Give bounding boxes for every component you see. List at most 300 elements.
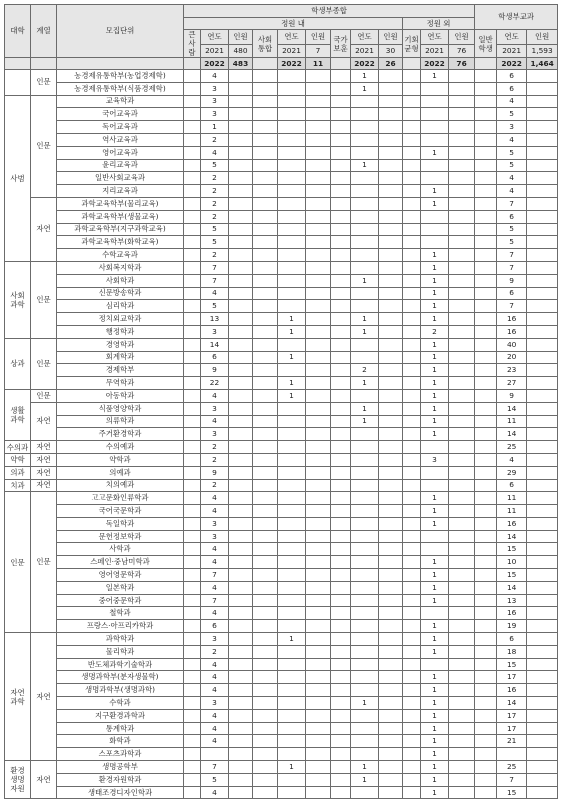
track-cell: 자연 [31, 633, 57, 761]
header-univ: 대학 [5, 5, 31, 58]
keun-value-cell: 3 [201, 633, 229, 646]
gukga-count-cell [379, 223, 403, 236]
unit-name-cell: 주거환경학과 [57, 428, 184, 441]
gihoe-label-cell [403, 645, 421, 658]
sahoe-count-cell [306, 70, 331, 83]
gihoe-count-cell [449, 556, 475, 569]
sahoe-value-cell: 1 [278, 377, 306, 390]
ilban-value-cell: 14 [497, 697, 527, 710]
sahoe-label-cell [253, 543, 278, 556]
keun-count-cell [229, 735, 253, 748]
gukga-label-cell [331, 172, 351, 185]
gukga-value-cell [351, 658, 379, 671]
unit-name-cell: 무역학과 [57, 377, 184, 390]
gukga-count-cell [379, 274, 403, 287]
track-cell: 자연 [31, 761, 57, 799]
gukga-label-cell [331, 95, 351, 108]
header-gihoe-year: 연도 [421, 30, 449, 45]
ilban-label-cell [475, 569, 497, 582]
header-sahoe-2021: 2021 [278, 44, 306, 57]
ilban-label-cell [475, 223, 497, 236]
gihoe-label-cell [403, 505, 421, 518]
ilban-value-cell: 16 [497, 325, 527, 338]
keun-value-cell: 9 [201, 466, 229, 479]
gihoe-count-cell [449, 249, 475, 262]
keun-count-cell [229, 556, 253, 569]
gihoe-count-cell [449, 95, 475, 108]
gukga-value-cell [351, 197, 379, 210]
univ-cell: 인문 [5, 492, 31, 633]
gihoe-count-cell [449, 70, 475, 83]
gihoe-value-cell: 1 [421, 569, 449, 582]
gukga-count-cell [379, 671, 403, 684]
ilban-label-cell [475, 466, 497, 479]
ilban-count-cell [527, 517, 558, 530]
gihoe-value-cell: 1 [421, 185, 449, 198]
sahoe-value-cell [278, 735, 306, 748]
ilban-value-cell: 4 [497, 172, 527, 185]
ilban-value-cell: 15 [497, 786, 527, 799]
keun-label-cell [184, 82, 201, 95]
sahoe-count-cell [306, 479, 331, 492]
keun-value-cell: 4 [201, 671, 229, 684]
header-gihoe-count: 인원 [449, 30, 475, 45]
sahoe-value-cell [278, 722, 306, 735]
sahoe-label-cell [253, 569, 278, 582]
header-blank-ilban [475, 58, 497, 70]
gihoe-count-cell [449, 274, 475, 287]
ilban-count-cell [527, 389, 558, 402]
keun-count-cell [229, 108, 253, 121]
keun-label-cell [184, 479, 201, 492]
sahoe-value-cell [278, 773, 306, 786]
ilban-count-cell [527, 287, 558, 300]
keun-count-cell [229, 569, 253, 582]
keun-value-cell: 3 [201, 95, 229, 108]
gihoe-label-cell [403, 441, 421, 454]
sahoe-count-cell [306, 735, 331, 748]
gukga-value-cell: 1 [351, 274, 379, 287]
keun-count-cell [229, 530, 253, 543]
sahoe-value-cell [278, 517, 306, 530]
gukga-value-cell [351, 505, 379, 518]
ilban-value-cell: 27 [497, 377, 527, 390]
gihoe-label-cell [403, 773, 421, 786]
gukga-value-cell [351, 786, 379, 799]
sahoe-value-cell [278, 338, 306, 351]
ilban-label-cell [475, 594, 497, 607]
sahoe-label-cell [253, 671, 278, 684]
keun-value-cell: 4 [201, 581, 229, 594]
table-row [5, 761, 558, 774]
gukga-value-cell [351, 607, 379, 620]
keun-value-cell: 4 [201, 146, 229, 159]
sahoe-label-cell [253, 645, 278, 658]
sahoe-label-cell [253, 389, 278, 402]
table-row [5, 709, 558, 722]
header-ilban-count: 인원 [527, 30, 558, 45]
gukga-value-cell [351, 569, 379, 582]
gukga-label-cell [331, 313, 351, 326]
gihoe-value-cell [421, 133, 449, 146]
gihoe-value-cell: 1 [421, 594, 449, 607]
sahoe-label-cell [253, 249, 278, 262]
gihoe-value-cell: 1 [421, 415, 449, 428]
unit-name-cell: 과학교육학부(지구과학교육) [57, 223, 184, 236]
gihoe-count-cell [449, 197, 475, 210]
keun-value-cell: 4 [201, 709, 229, 722]
gukga-label-cell [331, 146, 351, 159]
sahoe-count-cell [306, 236, 331, 249]
gihoe-value-cell [421, 466, 449, 479]
table-row [5, 735, 558, 748]
gihoe-value-cell: 1 [421, 313, 449, 326]
ilban-label-cell [475, 581, 497, 594]
track-cell: 자연 [31, 441, 57, 454]
sahoe-value-cell: 1 [278, 633, 306, 646]
gihoe-value-cell: 1 [421, 697, 449, 710]
ilban-label-cell [475, 261, 497, 274]
gihoe-count-cell [449, 466, 475, 479]
sahoe-count-cell [306, 351, 331, 364]
gihoe-count-cell [449, 325, 475, 338]
keun-label-cell [184, 172, 201, 185]
keun-value-cell: 5 [201, 300, 229, 313]
table-header [5, 5, 558, 70]
gihoe-value-cell [421, 82, 449, 95]
gihoe-count-cell [449, 709, 475, 722]
unit-name-cell: 수학과 [57, 697, 184, 710]
keun-label-cell [184, 633, 201, 646]
gihoe-count-cell [449, 735, 475, 748]
gihoe-label-cell [403, 556, 421, 569]
header-gukga-2022: 2022 [351, 58, 379, 70]
keun-count-cell [229, 684, 253, 697]
gihoe-count-cell [449, 121, 475, 134]
gihoe-value-cell: 1 [421, 517, 449, 530]
sahoe-count-cell [306, 415, 331, 428]
keun-label-cell [184, 569, 201, 582]
ilban-value-cell: 6 [497, 70, 527, 83]
gukga-count-cell [379, 633, 403, 646]
gihoe-value-cell: 1 [421, 389, 449, 402]
ilban-label-cell [475, 300, 497, 313]
ilban-label-cell [475, 338, 497, 351]
gukga-label-cell [331, 402, 351, 415]
gihoe-value-cell: 1 [421, 671, 449, 684]
table-row [5, 70, 558, 83]
keun-count-cell [229, 185, 253, 198]
sahoe-value-cell [278, 249, 306, 262]
gihoe-label-cell [403, 210, 421, 223]
sahoe-label-cell [253, 453, 278, 466]
ilban-value-cell [497, 748, 527, 761]
unit-name-cell: 심리학과 [57, 300, 184, 313]
gukga-label-cell [331, 185, 351, 198]
gihoe-label-cell [403, 428, 421, 441]
gihoe-label-cell [403, 466, 421, 479]
header-gukga-count: 인원 [379, 30, 403, 45]
sahoe-label-cell [253, 530, 278, 543]
keun-count-cell [229, 274, 253, 287]
gihoe-value-cell: 1 [421, 684, 449, 697]
sahoe-label-cell [253, 159, 278, 172]
ilban-value-cell: 4 [497, 95, 527, 108]
ilban-label-cell [475, 172, 497, 185]
keun-count-cell [229, 402, 253, 415]
keun-label-cell [184, 428, 201, 441]
sahoe-count-cell [306, 581, 331, 594]
gukga-label-cell [331, 82, 351, 95]
gukga-count-cell [379, 236, 403, 249]
gihoe-value-cell: 1 [421, 300, 449, 313]
header-blank-sahoe [253, 58, 278, 70]
sahoe-label-cell [253, 466, 278, 479]
gihoe-count-cell [449, 300, 475, 313]
gukga-value-cell [351, 146, 379, 159]
gukga-count-cell [379, 172, 403, 185]
gukga-count-cell [379, 773, 403, 786]
ilban-label-cell [475, 133, 497, 146]
sahoe-label-cell [253, 313, 278, 326]
keun-value-cell: 4 [201, 684, 229, 697]
keun-count-cell [229, 479, 253, 492]
sahoe-value-cell [278, 300, 306, 313]
gukga-count-cell [379, 159, 403, 172]
gukga-value-cell: 1 [351, 313, 379, 326]
sahoe-value-cell [278, 197, 306, 210]
keun-count-cell [229, 441, 253, 454]
keun-value-cell: 9 [201, 364, 229, 377]
gihoe-label-cell [403, 338, 421, 351]
gihoe-count-cell [449, 620, 475, 633]
ilban-value-cell: 7 [497, 773, 527, 786]
header-ilban-2021-count: 1,593 [527, 44, 558, 57]
header-blank-unit [57, 58, 184, 70]
unit-name-cell: 치의예과 [57, 479, 184, 492]
sahoe-value-cell [278, 133, 306, 146]
unit-name-cell: 중어중문학과 [57, 594, 184, 607]
gukga-value-cell [351, 633, 379, 646]
ilban-value-cell: 15 [497, 658, 527, 671]
keun-value-cell: 2 [201, 172, 229, 185]
keun-count-cell [229, 581, 253, 594]
gihoe-label-cell [403, 607, 421, 620]
ilban-count-cell [527, 236, 558, 249]
ilban-label-cell [475, 197, 497, 210]
header-jeongwon-nae: 정원 내 [184, 18, 403, 30]
sahoe-label-cell [253, 402, 278, 415]
table-row [5, 223, 558, 236]
ilban-value-cell: 20 [497, 351, 527, 364]
sahoe-value-cell [278, 530, 306, 543]
sahoe-value-cell [278, 364, 306, 377]
gihoe-count-cell [449, 261, 475, 274]
sahoe-label-cell [253, 556, 278, 569]
header-blank-track [31, 58, 57, 70]
sahoe-label-cell [253, 479, 278, 492]
gihoe-value-cell: 1 [421, 338, 449, 351]
sahoe-count-cell [306, 620, 331, 633]
header-sahoe-2022-count: 11 [306, 58, 331, 70]
gukga-count-cell [379, 479, 403, 492]
gihoe-value-cell: 3 [421, 453, 449, 466]
header-keun-saram: 큰 사 람 [184, 30, 201, 58]
ilban-count-cell [527, 82, 558, 95]
table-row [5, 364, 558, 377]
table-row [5, 748, 558, 761]
gihoe-value-cell [421, 607, 449, 620]
keun-count-cell [229, 351, 253, 364]
sahoe-count-cell [306, 364, 331, 377]
keun-count-cell [229, 543, 253, 556]
header-keun-2022: 2022 [201, 58, 229, 70]
ilban-value-cell: 11 [497, 492, 527, 505]
ilban-count-cell [527, 581, 558, 594]
sahoe-label-cell [253, 274, 278, 287]
ilban-label-cell [475, 441, 497, 454]
gukga-value-cell [351, 530, 379, 543]
gukga-count-cell [379, 658, 403, 671]
unit-name-cell: 사학과 [57, 543, 184, 556]
gihoe-label-cell [403, 492, 421, 505]
keun-count-cell [229, 197, 253, 210]
sahoe-count-cell [306, 402, 331, 415]
sahoe-label-cell [253, 684, 278, 697]
ilban-value-cell: 15 [497, 569, 527, 582]
keun-value-cell: 4 [201, 556, 229, 569]
sahoe-count-cell [306, 313, 331, 326]
header-keun-2021-count: 480 [229, 44, 253, 57]
gihoe-label-cell [403, 249, 421, 262]
sahoe-count-cell [306, 773, 331, 786]
sahoe-label-cell [253, 722, 278, 735]
sahoe-count-cell [306, 505, 331, 518]
keun-count-cell [229, 364, 253, 377]
gukga-label-cell [331, 594, 351, 607]
gukga-count-cell [379, 748, 403, 761]
sahoe-count-cell [306, 441, 331, 454]
sahoe-value-cell [278, 441, 306, 454]
unit-name-cell: 농경제유통학부(농업경제학) [57, 70, 184, 83]
gihoe-value-cell [421, 658, 449, 671]
ilban-count-cell [527, 325, 558, 338]
ilban-value-cell: 11 [497, 415, 527, 428]
unit-name-cell: 윤리교육과 [57, 159, 184, 172]
unit-name-cell: 수학교육과 [57, 249, 184, 262]
sahoe-count-cell [306, 709, 331, 722]
gihoe-label-cell [403, 389, 421, 402]
sahoe-label-cell [253, 364, 278, 377]
table-row [5, 325, 558, 338]
unit-name-cell: 신문방송학과 [57, 287, 184, 300]
gukga-label-cell [331, 108, 351, 121]
gukga-value-cell: 1 [351, 773, 379, 786]
table-row [5, 569, 558, 582]
sahoe-label-cell [253, 620, 278, 633]
gihoe-count-cell [449, 389, 475, 402]
keun-value-cell: 3 [201, 428, 229, 441]
unit-name-cell: 독일학과 [57, 517, 184, 530]
ilban-count-cell [527, 441, 558, 454]
sahoe-count-cell [306, 287, 331, 300]
ilban-value-cell: 14 [497, 530, 527, 543]
ilban-value-cell: 16 [497, 607, 527, 620]
gihoe-count-cell [449, 185, 475, 198]
gihoe-count-cell [449, 223, 475, 236]
gukga-value-cell: 1 [351, 377, 379, 390]
keun-value-cell: 2 [201, 185, 229, 198]
header-ilban-haksaeng: 일반 학생 [475, 30, 497, 58]
gukga-count-cell [379, 594, 403, 607]
gukga-label-cell [331, 748, 351, 761]
ilban-value-cell: 16 [497, 313, 527, 326]
sahoe-label-cell [253, 82, 278, 95]
header-gihoe-2021: 2021 [421, 44, 449, 57]
gukga-count-cell [379, 722, 403, 735]
gihoe-label-cell [403, 197, 421, 210]
gukga-count-cell [379, 428, 403, 441]
gihoe-label-cell [403, 146, 421, 159]
keun-value-cell: 4 [201, 389, 229, 402]
gihoe-count-cell [449, 761, 475, 774]
ilban-count-cell [527, 773, 558, 786]
gihoe-count-cell [449, 415, 475, 428]
ilban-count-cell [527, 479, 558, 492]
keun-value-cell: 4 [201, 70, 229, 83]
gihoe-count-cell [449, 697, 475, 710]
keun-count-cell [229, 748, 253, 761]
ilban-value-cell: 29 [497, 466, 527, 479]
gihoe-value-cell: 1 [421, 620, 449, 633]
gihoe-value-cell: 1 [421, 633, 449, 646]
gihoe-label-cell [403, 82, 421, 95]
keun-count-cell [229, 249, 253, 262]
keun-value-cell: 7 [201, 594, 229, 607]
gukga-value-cell [351, 492, 379, 505]
keun-value-cell [201, 748, 229, 761]
gukga-label-cell [331, 159, 351, 172]
ilban-count-cell [527, 543, 558, 556]
unit-name-cell: 과학교육학부(물리교육) [57, 197, 184, 210]
sahoe-value-cell: 1 [278, 389, 306, 402]
table-row [5, 671, 558, 684]
ilban-count-cell [527, 210, 558, 223]
gukga-label-cell [331, 505, 351, 518]
table-row [5, 479, 558, 492]
ilban-value-cell: 6 [497, 633, 527, 646]
ilban-label-cell [475, 633, 497, 646]
univ-cell: 자연 과학 [5, 633, 31, 761]
unit-name-cell: 경제학부 [57, 364, 184, 377]
gukga-value-cell [351, 121, 379, 134]
unit-name-cell: 식품영양학과 [57, 402, 184, 415]
keun-count-cell [229, 761, 253, 774]
gukga-label-cell [331, 70, 351, 83]
sahoe-label-cell [253, 658, 278, 671]
table-row [5, 505, 558, 518]
table-row [5, 773, 558, 786]
keun-label-cell [184, 530, 201, 543]
table-row [5, 274, 558, 287]
table-row [5, 645, 558, 658]
gukga-label-cell [331, 620, 351, 633]
gihoe-value-cell: 1 [421, 351, 449, 364]
keun-label-cell [184, 594, 201, 607]
gihoe-value-cell: 1 [421, 786, 449, 799]
keun-label-cell [184, 133, 201, 146]
ilban-count-cell [527, 556, 558, 569]
